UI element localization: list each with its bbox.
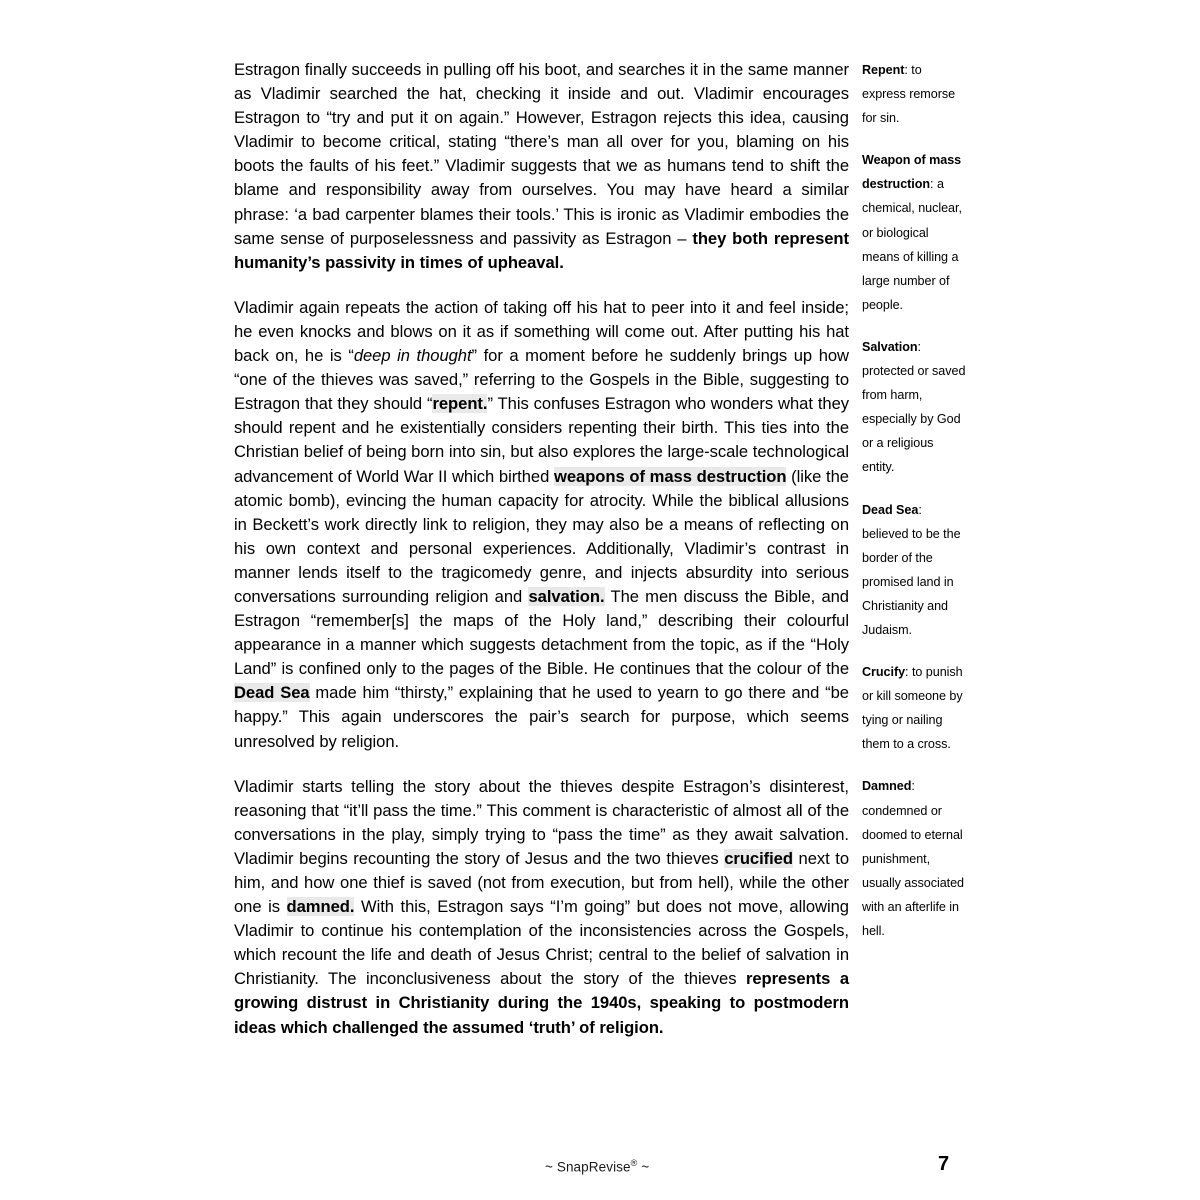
paragraph [234, 775, 849, 1040]
glossary-separator: : [905, 665, 912, 680]
footer-brand-suffix: ~ [637, 1159, 650, 1175]
body-text: next to him, and how one thief is saved (not from execution, but from hell), while the other one is [234, 848, 849, 917]
glossary-definition: condemned or doomed to eternal punishment, usually associated with an afterlife in hell. [862, 803, 965, 938]
glossary-entry [862, 58, 966, 130]
glossary-term: Repent [862, 63, 905, 77]
body-text: (like the atomic bomb), evincing the human capacity for atrocity. While the biblical allusions in Beckett’s work directly link to religion, they may also be a means of reflecting on his own context and personal experiences. Additionally, Vladimir’s contrast in manner lends itself to the tragicomedy genre, and injects absurdity into serious conversations surrounding religion and [234, 466, 849, 606]
glossary-sidebar [862, 58, 966, 943]
highlighted-key-term: weapons of mass destruction [554, 466, 787, 486]
bold-text: represents a growing distrust in Christianity during the 1940s, speaking to postmodern ideas which challenged the assumed ‘truth’ of religion. [234, 969, 849, 1037]
glossary-separator: : [917, 339, 921, 354]
glossary-separator: : [911, 779, 915, 794]
highlighted-key-term: damned. [286, 897, 355, 917]
glossary-list [862, 58, 966, 943]
body-text: With this, Estragon says “I’m going” but does not move, allowing Vladimir to continue his contemplation of the inconsistencies across the Gospels, which recount the life and death of Jesus Christ; central to the belief of salvation in Christianity. The inconclusiveness about the story of the thieves [234, 897, 849, 989]
page-footer [0, 1153, 1200, 1188]
glossary-entry [862, 774, 966, 943]
glossary-definition: believed to be the border of the promised land in Christianity and Judaism. [862, 526, 961, 637]
glossary-term: Weapon of mass destruction [862, 153, 962, 192]
body-text: Vladimir starts telling the story about the thieves despite Estragon’s disinterest, reasoning that “it’ll pass the time.” This comment is characteristic of almost all of the conversations in the play, simply trying to “pass the time” as they await salvation. Vladimir begins recounting the story of Jesus and the two thieves [234, 776, 849, 868]
glossary-separator: : [918, 502, 922, 517]
glossary-separator: : [930, 177, 937, 192]
page-number: 7 [938, 1153, 950, 1175]
paragraph [234, 296, 849, 754]
glossary-entry [862, 660, 966, 756]
body-text: Estragon finally succeeds in pulling off his boot, and searches it in the same manner as Vladimir searched the hat, checking it inside and out. Vladimir encourages Estragon to “try and put it on again.” However, Estragon rejects this idea, causing Vladimir to become critical, stating “there’s man all over for you, blaming on his boots the faults of his feet.” Vladimir suggests that we as humans tend to shift the blame and responsibility away from ourselves. You may have heard a similar phrase: ‘a bad carpenter blames their tools.’ This is ironic as Vladimir embodies the same sense of purposelessness and passivity as Estragon – [234, 60, 849, 248]
glossary-definition: to express remorse for sin. [862, 63, 956, 126]
body-text: The men discuss the Bible, and Estragon “remember[s] the maps of the Holy land,” describing their colourful appearance in a manner which suggests detachment from the topic, as if the “Holy Land” is confined only to the pages of the Bible. He continues that the colour of the [234, 586, 849, 679]
glossary-separator: : [904, 63, 912, 77]
glossary-term: Salvation [862, 339, 918, 354]
glossary-definition: a chemical, nuclear, or biological means of killing a large number of people. [862, 177, 962, 312]
glossary-term: Crucify [862, 665, 906, 680]
glossary-entry [862, 335, 966, 480]
bold-text: they both represent humanity’s passivity in times of upheaval. [234, 228, 849, 272]
glossary-term: Dead Sea [862, 502, 919, 517]
glossary-term: Damned [862, 779, 912, 794]
body-text: ” This confuses Estragon who wonders what they should repent and he existentially considers repenting their birth. This ties into the Christian belief of being born into sin, but also explores the large-scale technological advancement of World War II which birthed [234, 394, 850, 486]
highlighted-key-term: Dead Sea [234, 683, 310, 703]
footer-brand [545, 1158, 649, 1175]
body-text: made him “thirsty,” explaining that he used to yearn to go there and “be happy.” This again underscores the pair’s search for purpose, which seems unresolved by religion. [234, 683, 849, 751]
glossary-definition: to punish or kill someone by tying or nailing them to a cross. [862, 665, 963, 752]
footer-brand-prefix: ~ [545, 1159, 557, 1175]
main-text-column [234, 58, 849, 1040]
glossary-entry [862, 148, 966, 317]
registered-trademark-icon: ® [630, 1158, 638, 1168]
glossary-definition: protected or saved from harm, especially by God or a religious entity. [862, 364, 966, 475]
paragraph [234, 58, 849, 275]
body-text: ” for a moment before he suddenly brings up how “one of the thieves was saved,” referring to the Gospels in the Bible, suggesting to Estragon that they should “ [234, 346, 849, 414]
highlighted-key-term: crucified [724, 848, 793, 868]
italic-text: deep in thought [353, 346, 472, 366]
highlighted-key-term: repent. [432, 394, 488, 414]
highlighted-key-term: salvation. [528, 586, 605, 606]
footer-brand-name: SnapRevise [556, 1159, 631, 1175]
glossary-entry [862, 498, 966, 643]
body-text: Vladimir again repeats the action of taking off his hat to peer into it and feel inside; he even knocks and blows on it as if something will come out. After putting his hat back on, he is “ [234, 297, 849, 366]
